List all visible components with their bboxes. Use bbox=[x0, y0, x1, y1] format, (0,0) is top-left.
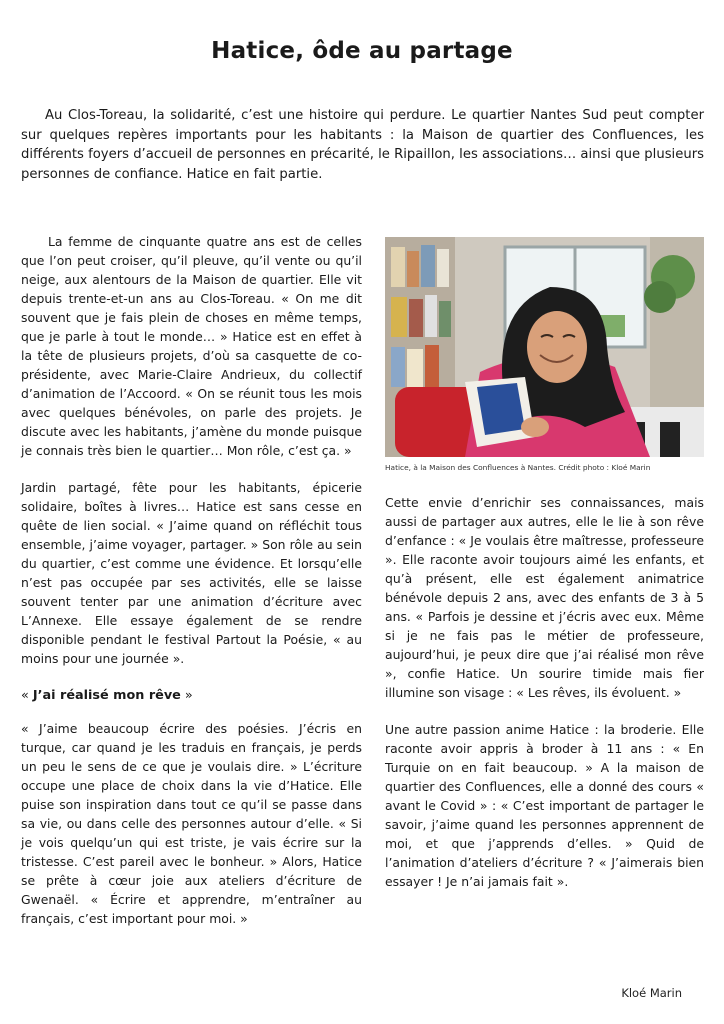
photo-illustration bbox=[385, 237, 704, 457]
right-paragraph-1: Cette envie d’enrichir ses connaissances, mais aussi de partager aux autres, elle le lie à son rêve d’enfance : « Je voulais être maîtresse, professeure ». Elle raconte avoir toujours aimé les enfants, et qu’à présent, elle est également animatrice bénévole depuis 2 ans, avec des enfants de 3 à 5 ans. « Parfois je dessine et j’écris avec eux. Même si je ne fais pas le métier de professeure, aujourd’hui, je peux dire que j’ai réalisé mon rêve », confie Hatice. Un sourire timide mais fier illumine son visage : « Les rêves, ils évoluent. » bbox=[385, 495, 704, 700]
left-paragraph-3: « J’aime beaucoup écrire des poésies. J’écris en turque, car quand je les traduis en français, je perds un peu le sens de ce que je voulais dire. » L’écriture occupe une place de choix dans la vie d’Hatice. Elle puise son inspiration dans tout ce qu’il se passe dans sa vie, ou dans celle des personnes autour d’elle. « Si je vois quelqu’un qui est triste, je vais écrire sur la tristesse. C’est pareil avec le bonheur. » Alors, Hatice se prête à cœur joie aux ateliers d’écriture de Gwenaël. « Écrire et apprendre, m’entraîner au français, c’est important pour moi. » bbox=[21, 721, 362, 926]
right-column bbox=[385, 237, 704, 891]
article-photo bbox=[385, 237, 704, 457]
photo-caption: Hatice, à la Maison des Confluences à Nantes. Crédit photo : Kloé Marin bbox=[385, 463, 651, 472]
author-signature: Kloé Marin bbox=[621, 986, 682, 1000]
left-paragraph-1: La femme de cinquante quatre ans est de celles que l’on peut croiser, qu’il pleuve, qu’il vente ou qu’il neige, aux alentours de la Maison de quartier. Elle vit depuis trente-et-un ans au Clos-Toreau. « On me dit souvent que je fais plein de choses en même temps, que je parle à tout le monde… » Hatice est en effet à la tête de plusieurs projets, d’où sa casquette de co-présidente, avec Marie-Claire Andrieux, du collectif d’animation de l’Accoord. « On se réunit tous les mois avec quelques bénévoles, on parle des projets. Je discute avec les habitants, j’amène du monde puisque je connais très bien le quartier… Mon rôle, c’est ça. » bbox=[21, 234, 362, 458]
left-paragraph-2: Jardin partagé, fête pour les habitants, épicerie solidaire, boîtes à livres… Hatice est sans cesse en quête de lien social. « J’aime quand on réfléchit tous ensemble, j’aime voyager, partager. » Son rôle au sein du quartier, c’est comme une évidence. Et lorsqu’elle n’est pas occupée par ses activités, elle se laisse souvent tenter par une animation d’écriture avec L’Annexe. Elle essaye également de se rendre disponible pendant le festival Partout la Poésie, « au moins pour une journée ». bbox=[21, 480, 362, 666]
article-title: Hatice, ôde au partage bbox=[211, 38, 513, 64]
left-column bbox=[21, 232, 362, 928]
article-intro: Au Clos-Toreau, la solidarité, c’est une histoire qui perdure. Le quartier Nantes Sud peut compter sur quelques repères importants pour les habitants : la Maison de quartier des Confluences, les différents foyers d’accueil de personnes en précarité, le Ripaillon, les associations… ainsi que plusieurs personnes de confiance. Hatice en fait partie. bbox=[21, 108, 704, 182]
section-subheading: « J’ai réalisé mon rêve » bbox=[21, 688, 193, 703]
right-paragraph-2: Une autre passion anime Hatice : la broderie. Elle raconte avoir appris à broder à 11 ans : « En Turquie on en fait beaucoup. » A la maison de quartier des Confluences, elle a donné des cours « avant le Covid » : « C’est important de partager le savoir, j’aime quand les personnes apprennent de moi, et que j’apprends d’elles. » Quid de l’animation d’ateliers d’écriture ? « J’aimerais bien essayer ! Je n’ai jamais fait ». bbox=[385, 722, 704, 889]
